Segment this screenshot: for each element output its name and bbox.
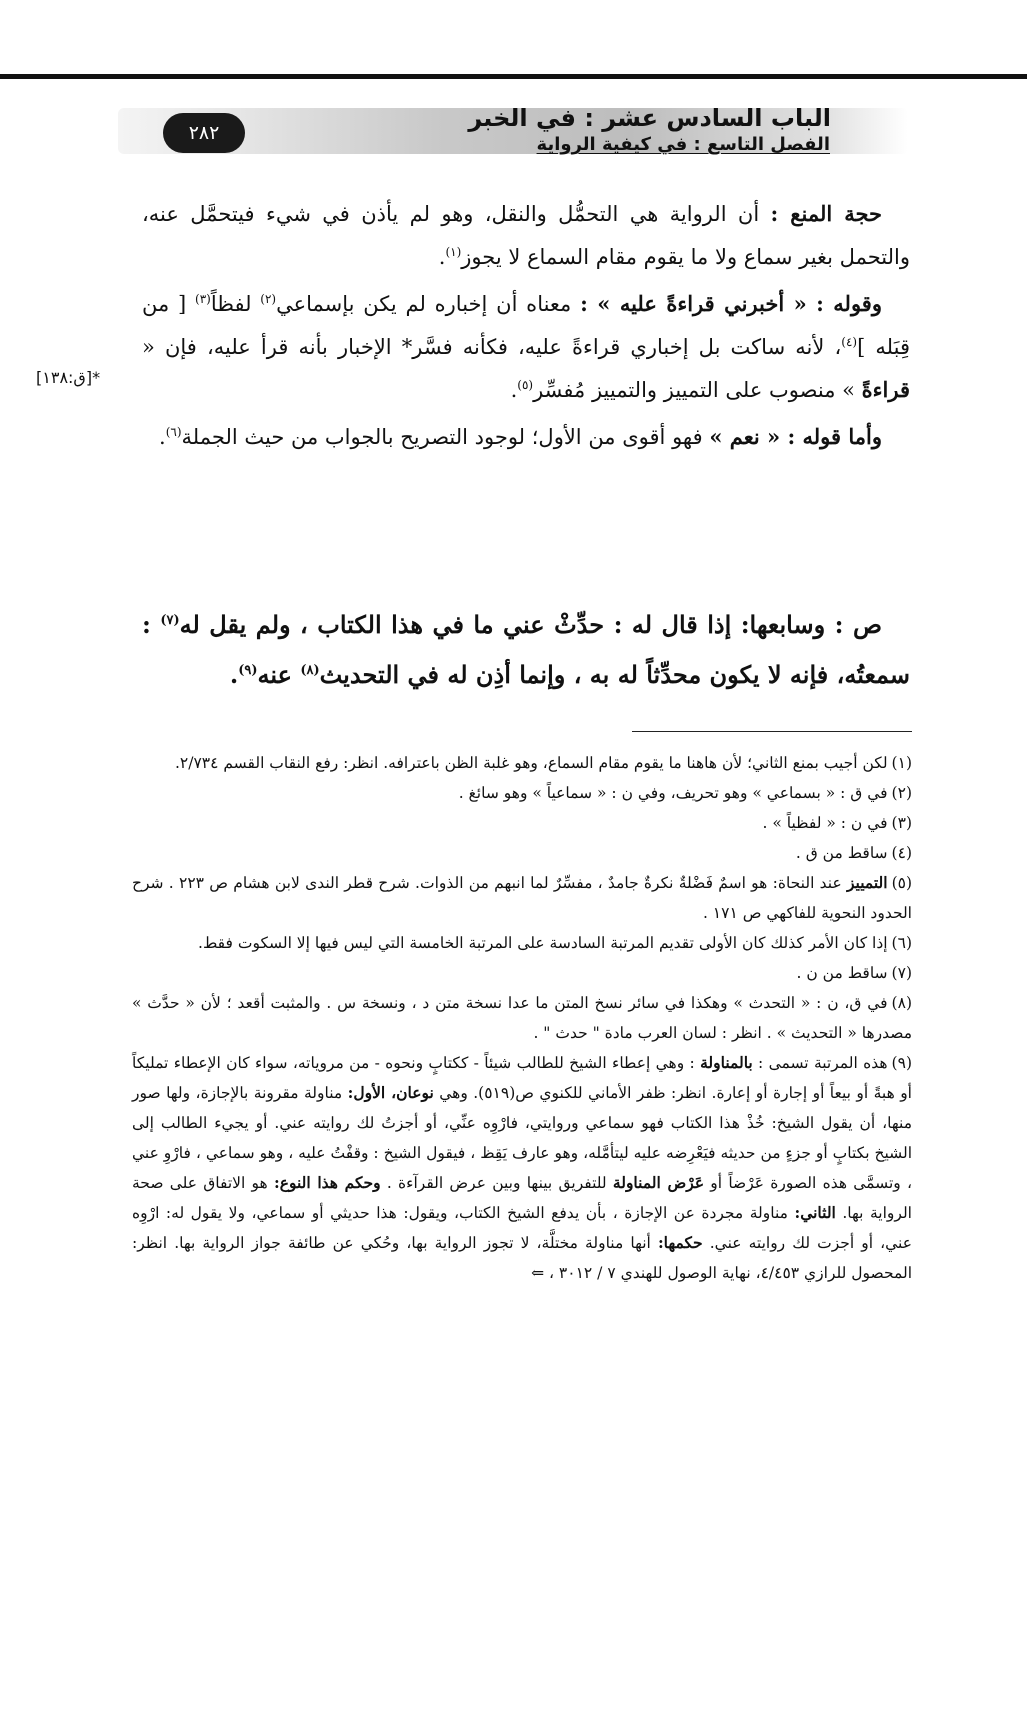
quote-text: : سمعتُه، فإنه لا يكون محدِّثاً له به ، وإنما أذِن له في التحديث <box>142 610 910 689</box>
footnote-text: مناولة مجردة عن الإجازة ، بأن يدفع الشيخ الكتاب، ويقول: هذا حديثي أو سماعي، ولا يقول له: ارْوِه عني، أو أجزت لك روايته عني. <box>132 1204 912 1252</box>
chapter-title: الباب السادس عشر : في الخبر <box>468 104 831 132</box>
footnote-text: في ق، ن : « التحدث » وهكذا في سائر نسخ المتن ما عدا نسخة متن د ، ونسخة س . والمثبت أقعد ؛ لأن « حدَّث » مصدرها « التحديث » . انظر : لسان العرب مادة " حدث " . <box>132 994 912 1042</box>
footnote-ref: (٥) <box>517 378 534 392</box>
footnote-text: عند النحاة: هو اسمٌ فَضْلةٌ نكرةٌ جامدٌ ، مفسِّرٌ لما انبهم من الذوات. شرح قطر الندى لابن هشام ص ٢٢٣ . شرح الحدود النحوية للفاكهي ص ١٧١ . <box>132 874 912 922</box>
margin-note: *[ق:١٣٨] <box>36 368 101 387</box>
footnote-number: (٦) <box>891 934 912 952</box>
footnote-ref: (٩) <box>238 663 258 678</box>
paragraph-label: حجة المنع : <box>770 201 882 226</box>
footnote-label: نوعان، الأول: <box>347 1083 434 1102</box>
top-rule <box>0 74 1027 79</box>
footnote-label: حكمها: <box>657 1233 703 1252</box>
matn-quote <box>142 598 910 698</box>
footnote-7 <box>132 958 912 988</box>
paragraph-reading <box>142 280 910 409</box>
footnote-number: (٨) <box>891 994 912 1012</box>
footnote-text: لكن أجيب بمنع الثاني؛ لأن هاهنا ما يقوم مقام السماع، وهو غلبة الظن باعترافه. انظر: رفع النقاب القسم ٢/٧٣٤. <box>174 754 888 772</box>
footnote-ref: (٣) <box>195 292 211 306</box>
paragraph-end: . <box>159 425 166 449</box>
footnote-text: هذه المرتبة تسمى : <box>752 1054 888 1072</box>
footnote-ref: (١) <box>445 245 462 259</box>
footnote-label: الثاني: <box>794 1203 836 1222</box>
footnote-6 <box>132 928 912 958</box>
footnote-3 <box>132 808 912 838</box>
footnote-ref: (٦) <box>165 425 182 439</box>
footnote-ref: (٧) <box>160 613 180 628</box>
footnote-1 <box>132 748 912 778</box>
footnote-label: وحكم هذا النوع: <box>273 1173 381 1192</box>
paragraph-end: . <box>438 245 446 269</box>
paragraph-label: وأما قوله : « نعم » <box>709 424 882 449</box>
footnote-8 <box>132 988 912 1048</box>
footnote-label: عَرْض المناولة <box>612 1173 705 1192</box>
footnote-number: (٧) <box>891 964 912 982</box>
quote-end: . <box>229 660 239 689</box>
footnote-5 <box>132 868 912 928</box>
paragraph-text: [ من قِبَله ] <box>142 292 910 359</box>
footnote-number: (٩) <box>891 1054 912 1072</box>
paragraph-text: معناه أن إخباره لم يكن بإسماعي <box>276 292 581 316</box>
footnote-text: في ن : « لفظياً » . <box>762 814 888 832</box>
bold-term: قراءةً <box>861 377 910 402</box>
footnote-text: ساقط من ن . <box>796 964 888 982</box>
footnote-4 <box>132 838 912 868</box>
quote-text: ص : وسابعها: إذا قال له : حدِّثْ عني ما في هذا الكتاب ، ولم يقل له <box>179 610 882 639</box>
footnote-text: في ق : « بسماعي » وهو تحريف، وفي ن : « سماعياً » وهو سائغ . <box>458 784 888 802</box>
footnote-text: مناولة مقرونة بالإجازة، ولها صور منها، أن يقول الشيخ: خُذْ هذا الكتاب فهو سماعي وروايتي، فارْوِه عنِّي، أو أجزتُ لك روايته عني. أو يجيء الطالب إلى الشيخ بكتابٍ أو جزءٍ من حديثه فيَعْرِضه عليه ليتأمَّله، وهو عارف يَقِظ ، فيقول الشيخ : وقفْتُ عليه ، وهو سماعي ، فارْوِ عني ، وتسمَّى هذه الصورة عَرْضاً أو <box>132 1084 912 1192</box>
footnote-text: ساقط من ق . <box>795 844 888 862</box>
paragraph-yes <box>142 413 910 456</box>
paragraph-text: ، لأنه ساكت بل إخباري قراءةً عليه، فكأنه فسَّر* الإخبار بأنه قرأ عليه، فإن « <box>142 335 842 359</box>
footnote-text: للتفريق بينها وبين عرض القرآءة . <box>380 1174 613 1192</box>
paragraph-label: وقوله : « أخبرني قراءةً عليه » : <box>580 291 882 316</box>
main-text <box>142 195 910 460</box>
section-title: الفصل التاسع : في كيفية الرواية <box>536 134 830 155</box>
footnote-label: بالمناولة <box>700 1053 753 1072</box>
footnote-divider <box>632 731 912 732</box>
footnote-ref: (٨) <box>300 663 320 678</box>
paragraph-text: أن الرواية هي التحمُّل والنقل، وهو لم يأذن في شيء فيتحمَّل عنه، والتحمل بغير سماع ولا ما يقوم مقام السماع لا يجوز <box>142 202 910 269</box>
footnote-9 <box>132 1048 912 1288</box>
quote-text: عنه <box>257 660 301 689</box>
footnote-ref: (٢) <box>260 292 277 306</box>
page-number: ٢٨٢ <box>163 113 245 153</box>
footnote-number: (١) <box>891 754 912 772</box>
footnote-ref: (٤) <box>841 335 858 349</box>
footnote-text: إذا كان الأمر كذلك كان الأولى تقديم المرتبة السادسة على المرتبة الخامسة التي ليس فيها إلا السكوت فقط. <box>198 934 888 952</box>
footnote-number: (٣) <box>891 814 912 832</box>
footnotes <box>132 748 912 1288</box>
paragraph-text: فهو أقوى من الأول؛ لوجود التصريح بالجواب من حيث الجملة <box>181 425 710 449</box>
footnote-number: (٥) <box>891 874 913 892</box>
footnote-number: (٢) <box>891 784 912 802</box>
footnote-text: : وهي إعطاء الشيخ للطالب شيئاً - ككتابٍ ونحوه - من مروياته، سواء كان الإعطاء تمليكاً أو هبةً أو بيعاً أو إجارة أو إعارة. انظر: ظفر الأماني للكنوي ص(٥١٩). وهي <box>132 1054 912 1102</box>
footnote-text: هو الاتفاق على صحة الرواية بها. <box>132 1174 912 1222</box>
footnote-2 <box>132 778 912 808</box>
paragraph-text: لفظاً <box>210 292 261 316</box>
footnote-number: (٤) <box>891 844 912 862</box>
paragraph-text: » منصوب على التمييز والتمييز مُفسِّر <box>533 378 862 402</box>
paragraph-end: . <box>510 378 518 402</box>
footnote-text: أنها مناولة مختلَّة، لا تجوز الرواية بها، وحُكي عن طائفة جواز الرواية بها. انظر: المحصول للرازي ٤/٤٥٣، نهاية الوصول للهندي ٧ / ٣٠١٢ ، ⇐ <box>132 1234 912 1282</box>
footnote-label: التمييز <box>846 873 888 892</box>
paragraph-objection <box>142 195 910 276</box>
